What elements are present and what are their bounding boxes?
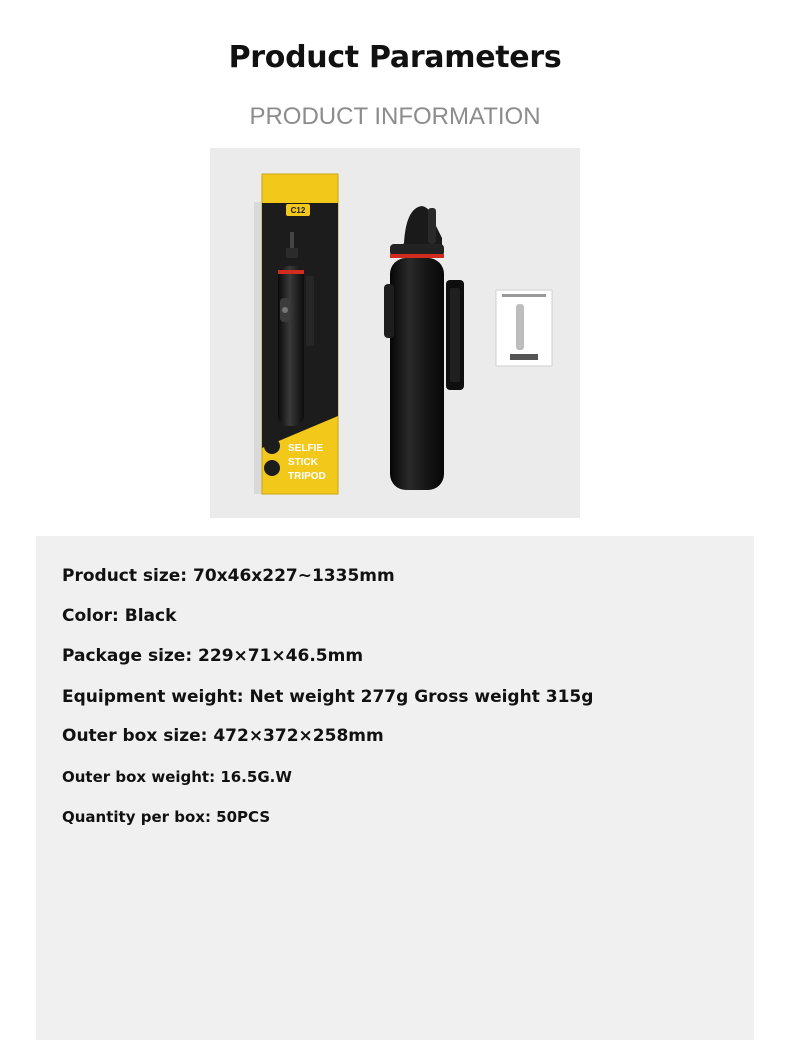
- product-photo: [210, 148, 580, 518]
- spec-outer-box-size: Outer box size: 472×372×258mm: [62, 726, 384, 746]
- page-title: Product Parameters: [228, 40, 562, 75]
- spec-outer-box-weight: Outer box weight: 16.5G.W: [62, 768, 292, 786]
- spec-quantity-per-box: Quantity per box: 50PCS: [62, 808, 271, 826]
- retail-box: [254, 174, 338, 494]
- spec-equipment-weight: Equipment weight: Net weight 277g Gross weight 315g: [62, 687, 594, 707]
- spec-product-size: Product size: 70x46x227~1335mm: [62, 566, 395, 586]
- svg-text:C12: C12: [290, 206, 306, 215]
- selfie-stick: [384, 206, 464, 490]
- svg-text:STICK: STICK: [288, 457, 318, 468]
- specifications-panel: [36, 536, 754, 1040]
- spec-package-size: Package size: 229×71×46.5mm: [62, 646, 364, 666]
- page-subtitle: PRODUCT INFORMATION: [249, 103, 541, 130]
- svg-text:SELFIE: SELFIE: [288, 443, 324, 454]
- selfie-icon: [264, 438, 280, 454]
- spec-color: Color: Black: [62, 606, 177, 626]
- tripod-icon: [264, 460, 280, 476]
- svg-text:TRIPOD: TRIPOD: [288, 471, 326, 482]
- user-manual: [496, 290, 552, 366]
